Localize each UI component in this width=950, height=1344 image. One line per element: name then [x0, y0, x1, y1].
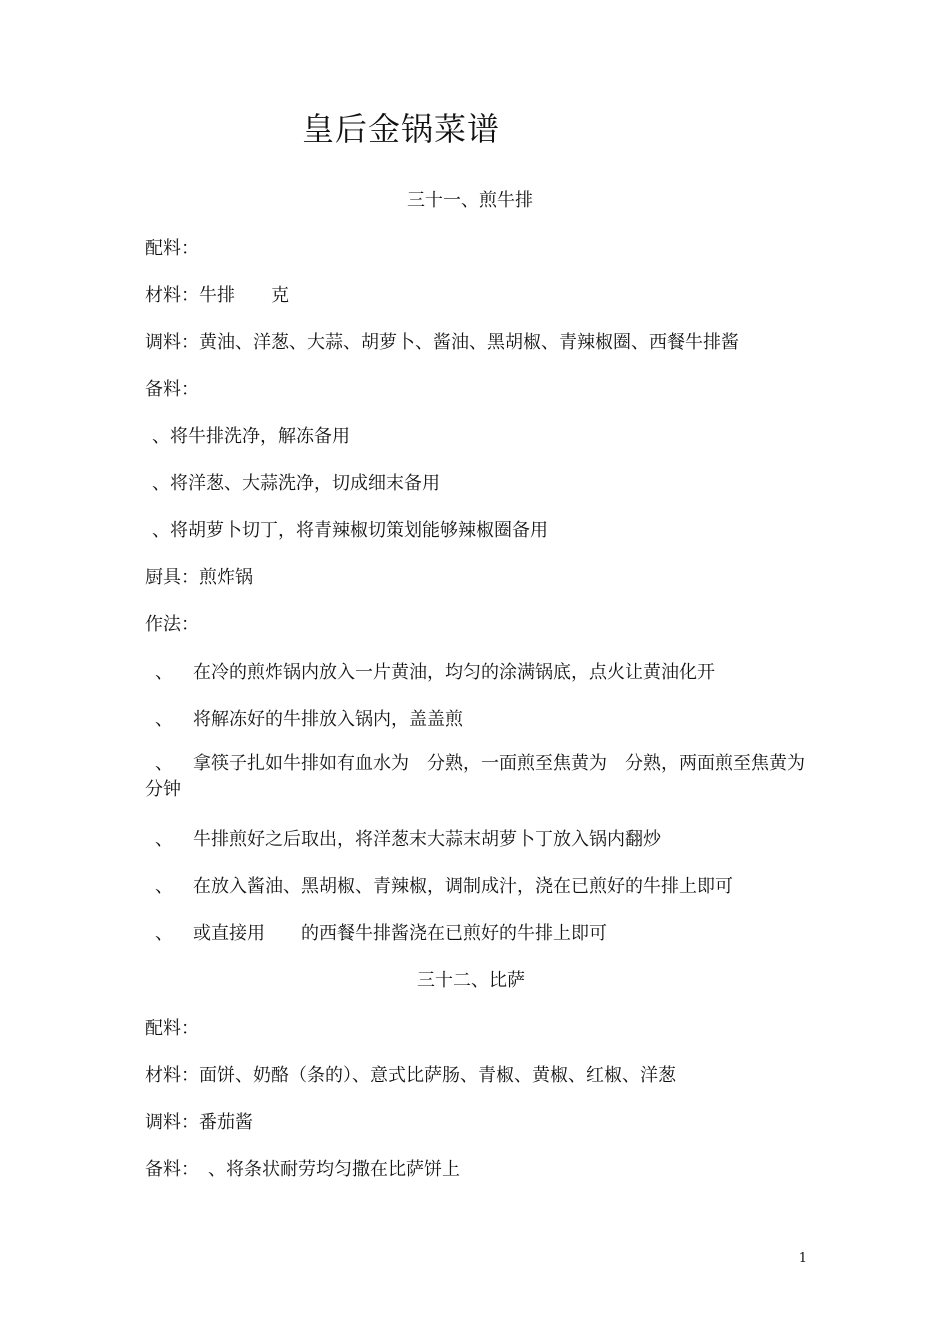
step-text: 或直接用 的西餐牛排酱浇在已煎好的牛排上即可 — [193, 923, 607, 944]
document-title: 皇后金锅菜谱 — [302, 110, 501, 148]
step-text: 在冷的煎炸锅内放入一片黄油，均匀的涂满锅底，点火让黄油化开 — [193, 662, 715, 683]
method-label: 作法： — [145, 614, 199, 635]
ingredients-label: 配料： — [145, 238, 199, 259]
step-text: 在放入酱油、黑胡椒、青辣椒，调制成汁，浇在已煎好的牛排上即可 — [193, 876, 733, 897]
prep-item: 、将牛排洗净，解冻备用 — [152, 426, 350, 447]
prep-item: 、将洋葱、大蒜洗净，切成细末备用 — [152, 473, 440, 494]
materials-line: 材料：面饼、奶酪（条的）、意式比萨肠、青椒、黄椒、红椒、洋葱 — [145, 1065, 676, 1086]
section-heading-pizza: 三十二、比萨 — [417, 970, 525, 991]
cookware-line: 厨具：煎炸锅 — [145, 567, 253, 588]
seasonings-line: 调料：黄油、洋葱、大蒜、胡萝卜、酱油、黑胡椒、青辣椒圈、西餐牛排酱 — [145, 332, 739, 353]
step-marker: 、 — [155, 876, 173, 897]
materials-line: 材料：牛排 克 — [145, 285, 289, 306]
method-step — [155, 825, 661, 851]
step-marker: 、 — [155, 923, 173, 944]
method-step — [155, 658, 715, 684]
page-number: 1 — [798, 1251, 807, 1266]
step-marker: 、 — [155, 709, 173, 730]
section-heading-steak: 三十一、煎牛排 — [407, 190, 533, 211]
step-marker: 、 — [155, 662, 173, 683]
step-marker: 、 — [155, 753, 173, 774]
method-step — [155, 919, 607, 945]
method-step — [155, 872, 733, 898]
step-text: 牛排煎好之后取出，将洋葱末大蒜末胡萝卜丁放入锅内翻炒 — [193, 829, 661, 850]
prep-label: 备料： — [145, 379, 199, 400]
prep-item: 、将胡萝卜切丁，将青辣椒切策划能够辣椒圈备用 — [152, 520, 548, 541]
step-marker: 、 — [155, 829, 173, 850]
method-step — [155, 705, 463, 731]
seasonings-line: 调料：番茄酱 — [145, 1112, 253, 1133]
method-step — [145, 751, 823, 803]
ingredients-label: 配料： — [145, 1018, 199, 1039]
step-text: 拿筷子扎如牛排如有血水为 分熟，一面煎至焦黄为 分熟，两面煎至焦黄为 分钟 — [145, 753, 823, 800]
step-text: 将解冻好的牛排放入锅内，盖盖煎 — [193, 709, 463, 730]
prep-line: 备料： 、将条状耐劳均匀撒在比萨饼上 — [145, 1159, 460, 1180]
